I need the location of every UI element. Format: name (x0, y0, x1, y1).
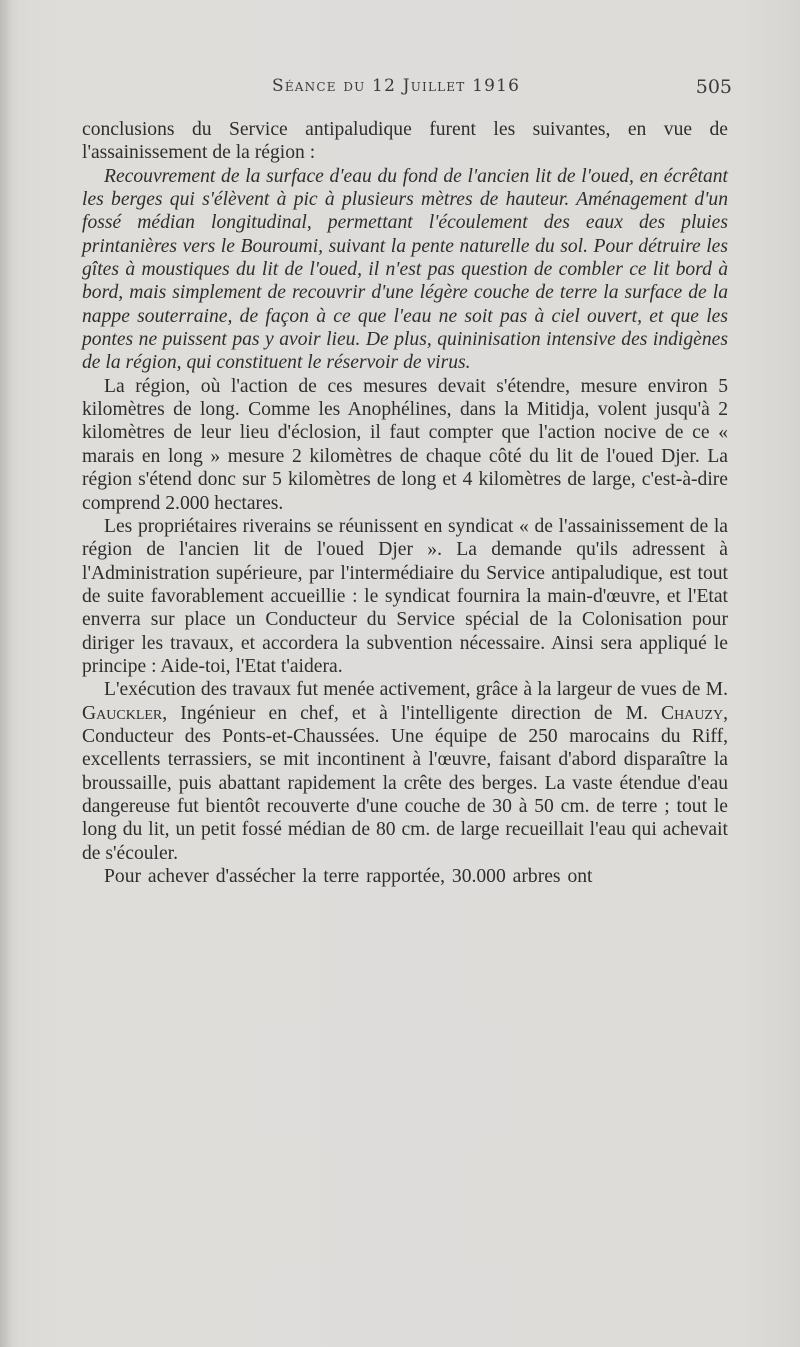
person-name-chauzy: Chauzy (661, 702, 724, 724)
paragraph-region: La région, où l'action de ces mesures devait s'étendre, mesure environ 5 kilomètres de long. Comme les Anophélines, dans la Mitidja, volent jusqu'à 2 kilomètres de leur lieu d'éclosion, il faut compter que l'action nocive de ce « marais en long » mesure 2 kilomètres de chaque côté du lit de l'oued Djer. La région s'étend donc sur 5 kilomètres de long et 4 kilomètres de large, c'est-à-dire comprend 2.000 hectares. (82, 375, 728, 514)
execution-text-b: , Ingénieur en chef, et à l'intelligente direction de M. (162, 702, 662, 724)
execution-text-c: , Conducteur des Ponts-et-Chaussées. Une équipe de 250 marocains du Riff, excellents terrassiers, se mit incontinent à l'œuvre, faisant d'abord disparaître la broussaille, puis abattant rapidement la crête des berges. La vaste étendue d'eau dangereuse fut bientôt recouverte d'une couche de 30 à 50 cm. de terre ; tout le long du lit, un petit fossé médian de 80 cm. de large recueillait l'eau qui achevait de s'écouler. (82, 702, 728, 864)
running-head: Séance du 12 Juillet 1916 (272, 76, 521, 96)
person-name-gauckler: Gauckler (82, 702, 163, 724)
paragraph-execution (82, 678, 728, 865)
paragraph-continuation: conclusions du Service antipaludique furent les suivantes, en vue de l'assainissement de la région : (82, 119, 728, 164)
paragraph-italic-recommendations: Recouvrement de la surface d'eau du fond de l'ancien lit de l'oued, en écrêtant les berges qui s'élèvent à pic à plusieurs mètres de hauteur. Aménagement d'un fossé médian longitudinal, permettant l'écoulement des eaux des pluies printanières vers le Bouroumi, suivant la pente naturelle du sol. Pour détruire les gîtes à moustiques du lit de l'oued, il n'est pas question de combler ce lit bord à bord, mais simplement de recouvrir d'une légère couche de terre la surface de la nappe souterraine, de façon à ce que l'eau ne soit pas à ciel ouvert, et que les pontes ne puissent pas y avoir lieu. De plus, quininisation intensive des indigènes de la région, qui constituent le réservoir de virus. (82, 165, 728, 374)
body-text (82, 118, 728, 888)
paragraph-trees: Pour achever d'assécher la terre rapportée, 30.000 arbres ont (104, 866, 593, 887)
page-spine-shadow (0, 0, 12, 1347)
execution-text-a: L'exécution des travaux fut menée activement, grâce à la largeur de vues de M. (104, 679, 728, 701)
page-number: 505 (695, 76, 732, 98)
paragraph-syndicate: Les propriétaires riverains se réunissent en syndicat « de l'assainissement de la région de l'ancien lit de l'oued Djer ». La demande qu'ils adressent à l'Administration supérieure, par l'intermédiaire du Service antipaludique, est tout de suite favorablement accueillie : le syndicat fournira la main-d'œuvre, et l'Etat enverra sur place un Conducteur du Service spécial de la Colonisation pour diriger les travaux, et accordera la subvention nécessaire. Ainsi sera appliqué le principe : Aide-toi, l'Etat t'aidera. (82, 515, 728, 677)
page-header (0, 76, 800, 102)
